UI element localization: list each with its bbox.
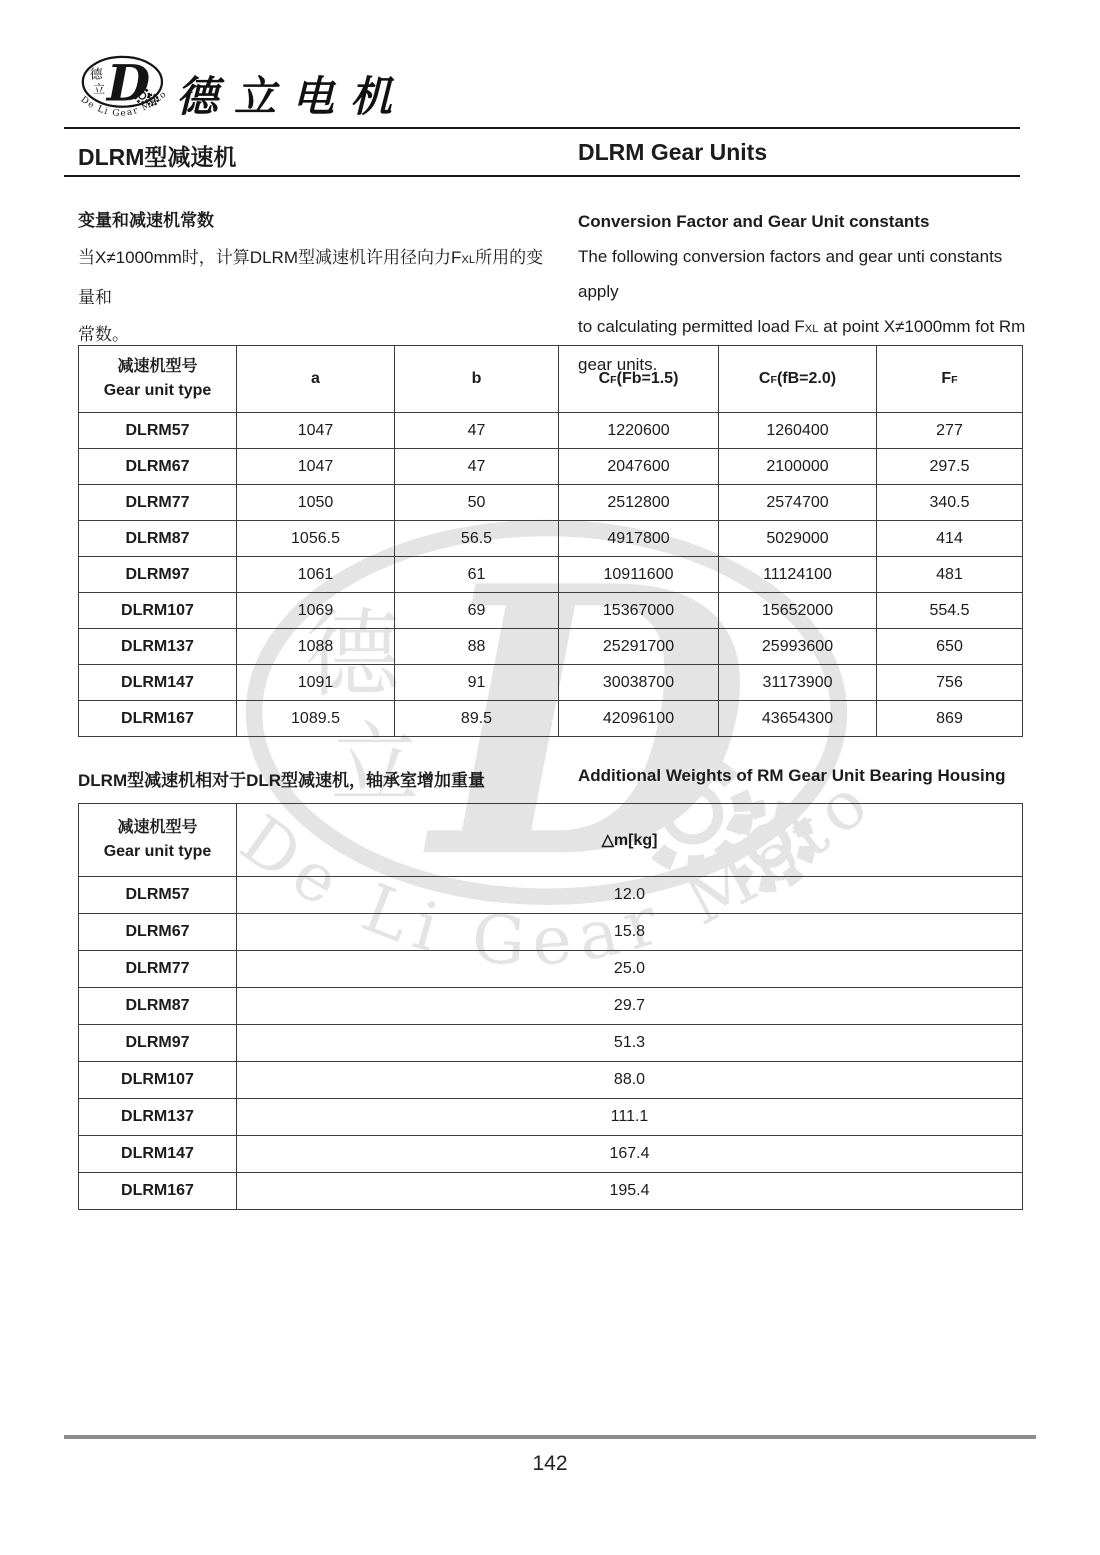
table-row — [79, 1136, 1023, 1173]
table-cell: 30038700 — [559, 665, 719, 701]
table-cell: 1088 — [237, 629, 395, 665]
table-cell: 2100000 — [719, 449, 877, 485]
table-header-row — [79, 804, 1023, 877]
table-cell: 111.1 — [237, 1099, 1023, 1136]
page-title-cn: DLRM型减速机 — [78, 144, 237, 170]
table-cell: 12.0 — [237, 877, 1023, 914]
table-cell: 2047600 — [559, 449, 719, 485]
table-cell: 47 — [395, 413, 559, 449]
gear-unit-model: DLRM57 — [79, 413, 237, 449]
table-row — [79, 914, 1023, 951]
conversion-factors-table — [78, 345, 1023, 737]
table-cell: 195.4 — [237, 1173, 1023, 1210]
column-header: CF(fB=2.0) — [719, 346, 877, 413]
table-cell: 1069 — [237, 593, 395, 629]
table-row — [79, 521, 1023, 557]
table-cell: 2512800 — [559, 485, 719, 521]
table-cell: 2574700 — [719, 485, 877, 521]
gear-unit-model: DLRM97 — [79, 1025, 237, 1062]
table-cell: 15.8 — [237, 914, 1023, 951]
table-cell: 25291700 — [559, 629, 719, 665]
intro-line-cn: 当X≠1000mm时，计算DLRM型减速机许用径向力FXL所用的变量和 — [78, 248, 544, 307]
table-cell: 31173900 — [719, 665, 877, 701]
table-row — [79, 1173, 1023, 1210]
intro-line-en: gear units. — [578, 355, 658, 374]
gear-unit-model: DLRM77 — [79, 951, 237, 988]
table-cell: 91 — [395, 665, 559, 701]
table-cell: 414 — [877, 521, 1023, 557]
column-header: CF(Fb=1.5) — [559, 346, 719, 413]
gear-unit-model: DLRM57 — [79, 877, 237, 914]
table-cell: 340.5 — [877, 485, 1023, 521]
table-cell: 1056.5 — [237, 521, 395, 557]
table-row — [79, 449, 1023, 485]
table-cell: 50 — [395, 485, 559, 521]
column-header-gear-unit-type: 减速机型号 Gear unit type — [79, 346, 237, 413]
table-cell: 650 — [877, 629, 1023, 665]
table-cell: 43654300 — [719, 701, 877, 737]
table-cell: 89.5 — [395, 701, 559, 737]
additional-weights-table — [78, 803, 1023, 1210]
column-header: b — [395, 346, 559, 413]
table-cell: 481 — [877, 557, 1023, 593]
column-header: a — [237, 346, 395, 413]
table-header-row — [79, 346, 1023, 413]
table-row — [79, 593, 1023, 629]
table-cell: 47 — [395, 449, 559, 485]
table-cell: 277 — [877, 413, 1023, 449]
table-cell: 42096100 — [559, 701, 719, 737]
table-cell: 10911600 — [559, 557, 719, 593]
table-cell: 1089.5 — [237, 701, 395, 737]
title-divider — [64, 175, 1020, 177]
gear-unit-model: DLRM87 — [79, 521, 237, 557]
table-row — [79, 629, 1023, 665]
table-cell: 1050 — [237, 485, 395, 521]
table-cell: 4917800 — [559, 521, 719, 557]
gear-unit-model: DLRM167 — [79, 1173, 237, 1210]
column-header-gear-unit-type: 减速机型号 Gear unit type — [79, 804, 237, 877]
table-cell: 5029000 — [719, 521, 877, 557]
table-cell: 51.3 — [237, 1025, 1023, 1062]
table-cell: 25.0 — [237, 951, 1023, 988]
intro-line-cn: 常数。 — [78, 325, 129, 344]
footer-divider — [64, 1435, 1036, 1439]
table-row — [79, 951, 1023, 988]
table-cell: 1061 — [237, 557, 395, 593]
intro-line-en: The following conversion factors and gear unti constants apply — [578, 247, 1003, 301]
header-divider — [64, 127, 1020, 129]
table-cell: 11124100 — [719, 557, 877, 593]
section2-heading-cn: DLRM型减速机相对于DLR型减速机，轴承室增加重量 — [78, 771, 486, 790]
gear-unit-model: DLRM147 — [79, 1136, 237, 1173]
table-row — [79, 701, 1023, 737]
gear-unit-model: DLRM77 — [79, 485, 237, 521]
table-cell: 15652000 — [719, 593, 877, 629]
table-cell: 554.5 — [877, 593, 1023, 629]
gear-unit-model: DLRM137 — [79, 1099, 237, 1136]
table-cell: 25993600 — [719, 629, 877, 665]
table-cell: 1091 — [237, 665, 395, 701]
table-row — [79, 877, 1023, 914]
gear-unit-model: DLRM107 — [79, 1062, 237, 1099]
intro-line-en: to calculating permitted load FXL at point X≠1000mm fot Rm — [578, 317, 1026, 336]
table-cell: 756 — [877, 665, 1023, 701]
table-row — [79, 1062, 1023, 1099]
gear-unit-model: DLRM107 — [79, 593, 237, 629]
section2-heading-en: Additional Weights of RM Gear Unit Bearing Housing — [578, 766, 1006, 785]
brand-logo — [70, 50, 192, 136]
gear-unit-model: DLRM87 — [79, 988, 237, 1025]
gear-unit-model: DLRM67 — [79, 914, 237, 951]
table-cell: 1047 — [237, 449, 395, 485]
table-cell: 1220600 — [559, 413, 719, 449]
table-cell: 88 — [395, 629, 559, 665]
table-row — [79, 485, 1023, 521]
table-row — [79, 988, 1023, 1025]
table-cell: 869 — [877, 701, 1023, 737]
table-row — [79, 665, 1023, 701]
table-cell: 29.7 — [237, 988, 1023, 1025]
gear-unit-model: DLRM137 — [79, 629, 237, 665]
table-cell: 167.4 — [237, 1136, 1023, 1173]
column-header: FF — [877, 346, 1023, 413]
gear-unit-model: DLRM67 — [79, 449, 237, 485]
table-cell: 61 — [395, 557, 559, 593]
brand-name: 德立电机 — [176, 72, 409, 121]
table-cell: 88.0 — [237, 1062, 1023, 1099]
table-cell: 56.5 — [395, 521, 559, 557]
table-cell: 1047 — [237, 413, 395, 449]
table-cell: 69 — [395, 593, 559, 629]
gear-unit-model: DLRM97 — [79, 557, 237, 593]
column-header-delta-m: △m[kg] — [237, 804, 1023, 877]
page-title-en: DLRM Gear Units — [578, 139, 768, 165]
table-row — [79, 1099, 1023, 1136]
table-row — [79, 1025, 1023, 1062]
intro-heading-en: Conversion Factor and Gear Unit constants — [578, 212, 930, 231]
table-row — [79, 557, 1023, 593]
table-cell: 297.5 — [877, 449, 1023, 485]
table-cell: 15367000 — [559, 593, 719, 629]
gear-unit-model: DLRM167 — [79, 701, 237, 737]
table-cell: 1260400 — [719, 413, 877, 449]
page-number: 142 — [532, 1452, 568, 1475]
intro-heading-cn: 变量和减速机常数 — [78, 211, 214, 230]
intro-paragraph-cn — [78, 202, 553, 353]
gear-unit-model: DLRM147 — [79, 665, 237, 701]
table-row — [79, 413, 1023, 449]
